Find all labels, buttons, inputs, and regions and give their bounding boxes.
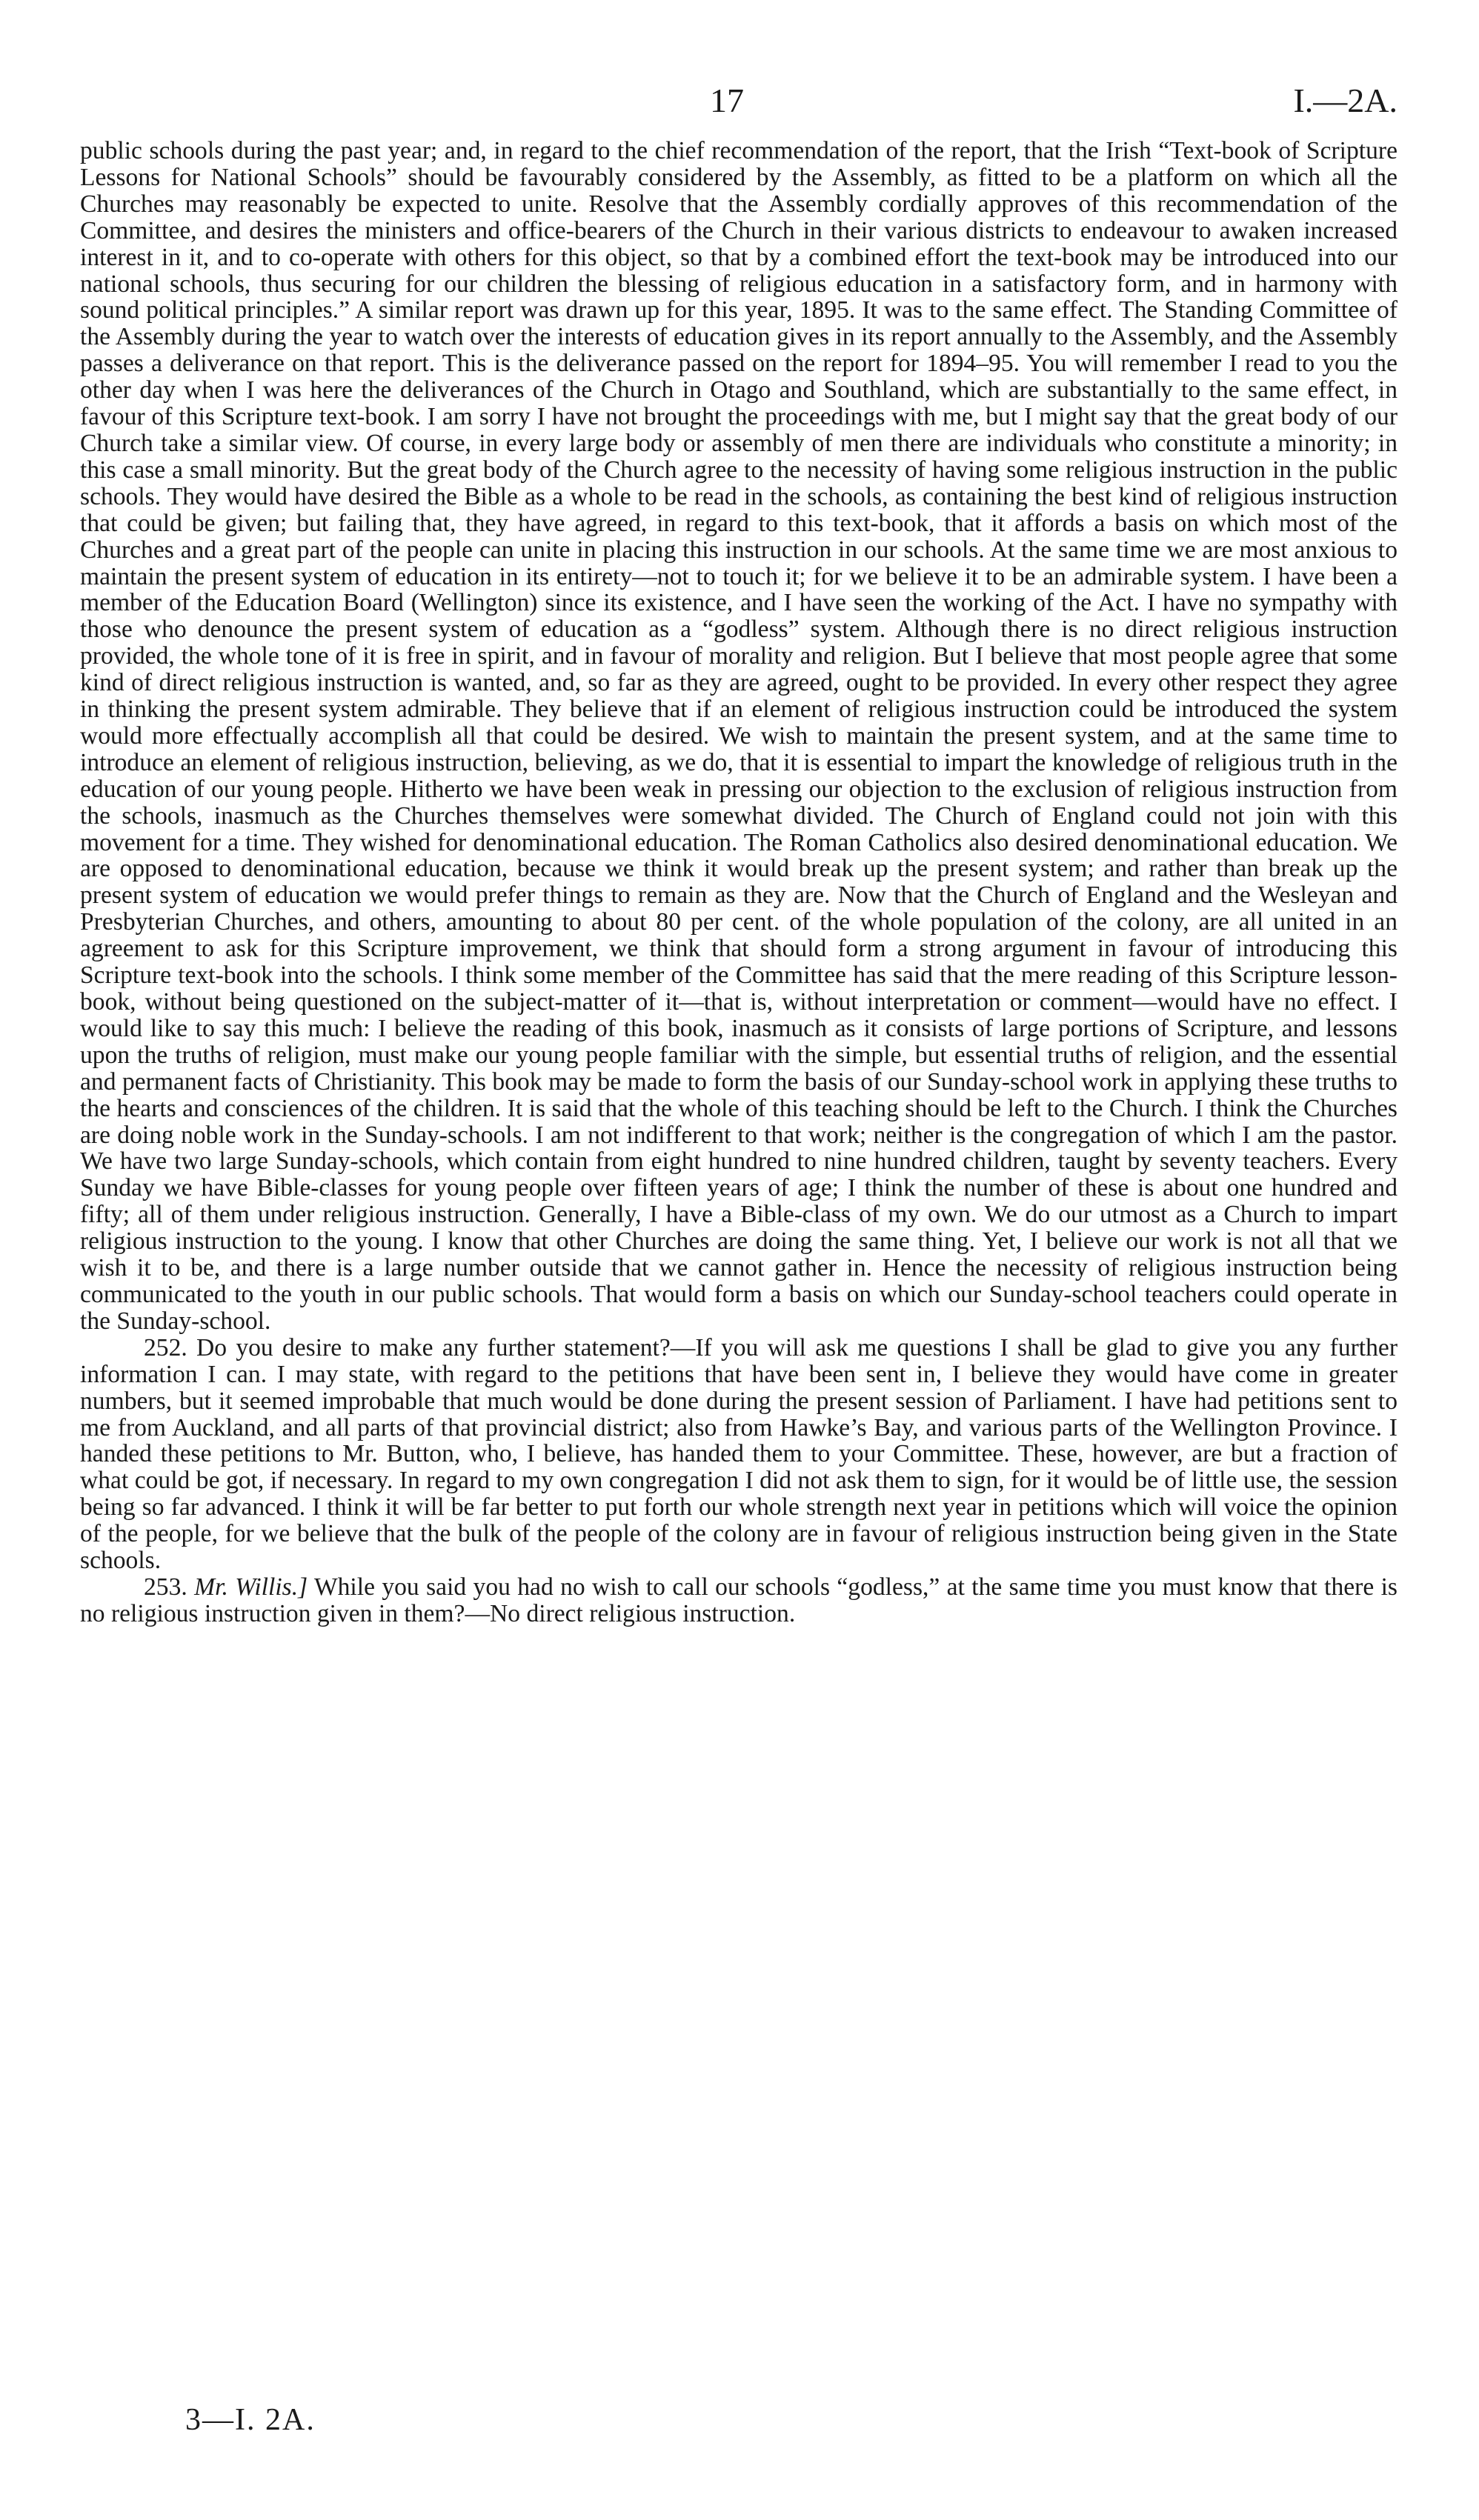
page-number: 17 <box>710 81 744 119</box>
paragraph-question-252: 252. Do you desire to make any further statement?—If you will ask me questions I shall be glad to give you any further information I can. I may state, with regard to the petitions that have been sent in, I believe they would have come in greater numbers, but it seemed improbable that much would be done during the present session of Parliament. I have had petitions sent to me from Auckland, and all parts of that provincial district; also from Hawke’s Bay, and various parts of the Wellington Province. I handed these petitions to Mr. Button, who, I believe, has handed them to your Committee. These, however, are but a fraction of what could be got, if necessary. In regard to my own congregation I did not ask them to sign, for it would be of little use, the session being so far advanced. I think it will be far better to put forth our whole strength next year in petitions which will voice the opinion of the people, for we believe that the bulk of the people of the colony are in favour of religious instruction being given in the State schools. <box>80 1333 1397 1575</box>
speaker-name: Mr. Willis.] <box>194 1573 308 1601</box>
paragraph-continued: public schools during the past year; and, in regard to the chief recommendation of the report, that the Irish “Text-book of Scripture Lessons for National Schools” should be favourably considered by the Assembly, as fitted to be a platform on which all the Churches may reasonably be expected to unite. Resolve that the Assembly cordially approves of this recommendation of the Committee, and desires the ministers and office-bearers of the Church in their various districts to endeavour to awaken increased interest in it, and to co-operate with others for this object, so that by a combined effort the text-book may be introduced into our national schools, thus securing for our children the blessing of religious education in a satisfactory form, and in harmony with sound political principles.” A similar report was drawn up for this year, 1895. It was to the same effect. The Standing Committee of the Assembly during the year to watch over the interests of education gives in its report annually to the Assembly, and the Assembly passes a deliverance on that report. This is the deliverance passed on the report for 1894–95. You will remember I read to you the other day when I was here the deliverances of the Church in Otago and Southland, which are substantially to the same effect, in favour of this Scripture text-book. I am sorry I have not brought the proceedings with me, but I might say that the great body of our Church take a similar view. Of course, in every large body or assembly of men there are individuals who constitute a minority; in this case a small minority. But the great body of the Church agree to the necessity of having some religious instruction in the public schools. They would have desired the Bible as a whole to be read in the schools, as containing the best kind of religious instruction that could be given; but failing that, they have agreed, in regard to this text-book, that it affords a basis on which most of the Churches and a great part of the people can unite in placing this instruction in our schools. At the same time we are most anxious to maintain the present system of education in its entirety—not to touch it; for we believe it to be an admirable system. I have been a member of the Education Board (Wellington) since its existence, and I have seen the working of the Act. I have no sympathy with those who denounce the present system of education as a “godless” system. Although there is no direct religious instruction provided, the whole tone of it is free in spirit, and in favour of morality and religion. But I believe that most people agree that some kind of direct religious instruction is wanted, and, so far as they are agreed, ought to be provided. In every other respect they agree in thinking the present system admirable. They believe that if an element of religious instruction could be introduced the system would more effectually accomplish all that could be desired. We wish to maintain the present system, and at the same time to introduce an element of religious instruction, believing, as we do, that it is essential to impart the knowledge of religious truth in the education of our young people. Hitherto we have been weak in pressing our objection to the exclusion of religious instruction from the schools, inasmuch as the Churches themselves were somewhat divided. The Church of England could not join with this movement for a time. They wished for denominational education. The Roman Catholics also desired denominational education. We are opposed to denominational education, because we think it would break up the present system; and rather than break up the present system of education we would prefer things to remain as they are. Now that the Church of England and the Wesleyan and Presbyterian Churches, and others, amounting to about 80 per cent. of the whole population of the colony, are all united in an agreement to ask for this Scripture improvement, we think that should form a strong argument in favour of introducing this Scripture text-book into the schools. I think some member of the Committee has said that the mere reading of this Scripture lesson-book, without being questioned on the subject-matter of it—that is, without interpretation or comment—would have no effect. I would like to say this much: I believe the reading of this book, inasmuch as it consists of large portions of Scripture, and lessons upon the truths of religion, must make our young people familiar with the simple, but essential truths of religion, and the essential and permanent facts of Christianity. This book may be made to form the basis of our Sunday-school work in applying these truths to the hearts and consciences of the children. It is said that the whole of this teaching should be left to the Church. I think the Churches are doing noble work in the Sunday-schools. I am not indifferent to that work; neither is the congregation of which I am the pastor. We have two large Sunday-schools, which contain from eight hundred to nine hundred children, taught by seventy teachers. Every Sunday we have Bible-classes for young people over fifteen years of age; I think the number of these is about one hundred and fifty; all of them under religious instruction. Generally, I have a Bible-class of my own. We do our utmost as a Church to impart religious instruction to the young. I know that other Churches are doing the same thing. Yet, I believe our work is not all that we wish it to be, and there is a large number outside that we cannot gather in. Hence the necessity of religious instruction being communicated to the youth in our public schools. That would form a basis on which our Sunday-school teachers could operate in the Sunday-school. <box>80 137 1397 1335</box>
page-header <box>0 80 1479 124</box>
question-text: While you said you had no wish to call our schools “godless,” at the same time you must know that there is no religious instruction given in them?—No direct religious instruction. <box>80 1573 1397 1627</box>
paragraph-question-253 <box>80 1574 1397 1627</box>
body-text <box>80 138 1397 1627</box>
paper-reference: I.—2A. <box>1293 81 1397 119</box>
question-number: 253. <box>144 1573 187 1601</box>
sheet-signature: 3—I. 2A. <box>185 2403 316 2437</box>
